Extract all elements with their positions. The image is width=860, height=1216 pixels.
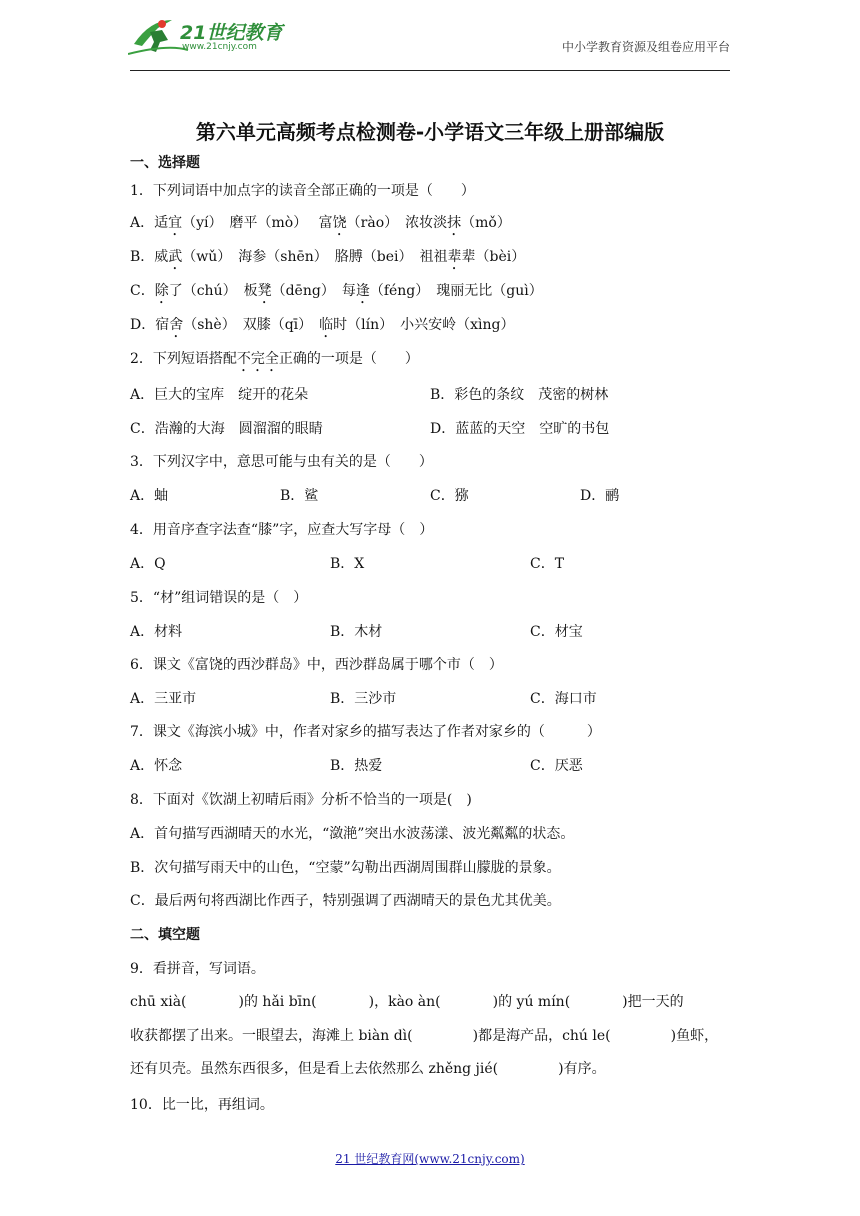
question-1-option-d: D．宿舍（shè） 双膝（qī） 临时（lín） 小兴安岭（xìng）: [130, 317, 515, 333]
question-6-option-c: C．海口市: [530, 691, 597, 707]
page-title: 第六单元高频考点检测卷-小学语文三年级上册部编版: [195, 120, 665, 144]
question-2-option-a: A．巨大的宝库 绽开的花朵: [130, 387, 309, 403]
site-logo: [128, 14, 298, 58]
question-9-line-2: 收获都摆了出来。一眼望去，海滩上 biàn dì( )都是海产品，chú le( )鱼虾，: [130, 1028, 719, 1044]
footer-link[interactable]: 21 世纪教育网(www.21cnjy.com): [335, 1152, 525, 1166]
question-8-stem: 8．下面对《饮湖上初晴后雨》分析不恰当的一项是( ): [130, 792, 472, 808]
question-5-option-b: B．木材: [330, 624, 383, 640]
question-7-stem: 7．课文《海滨小城》中，作者对家乡的描写表达了作者对家乡的（ ）: [130, 724, 601, 740]
question-1-option-a: A．适宜（yí） 磨平（mò） 富饶（rào） 浓妆淡抹（mǒ）: [130, 215, 511, 231]
question-1-stem: 1．下列词语中加点字的读音全部正确的一项是（ ）: [130, 183, 475, 199]
section-heading-fill: 二、填空题: [130, 927, 200, 943]
question-8-option-b: B．次句描写雨天中的山色，“空蒙”勾勒出西湖周围群山朦胧的景象。: [130, 860, 561, 876]
question-6-option-b: B．三沙市: [330, 691, 397, 707]
question-5-option-c: C．材宝: [530, 624, 583, 640]
question-2-option-c: C．浩瀚的大海 圆溜溜的眼睛: [130, 421, 323, 437]
question-8-option-a: A．首句描写西湖晴天的水光，“潋滟”突出水波荡漾、波光粼粼的状态。: [130, 826, 575, 842]
question-3-option-b: B．鲨: [280, 488, 319, 504]
question-5-stem: 5．“材”组词错误的是（ ）: [130, 590, 308, 606]
page-footer: [0, 1150, 860, 1167]
question-3-option-c: C．猕: [430, 488, 469, 504]
question-7-option-c: C．厌恶: [530, 758, 583, 774]
question-4-option-a: A．Q: [130, 556, 166, 572]
header-divider: [130, 70, 730, 71]
question-4-option-b: B．X: [330, 556, 365, 572]
question-6-option-a: A．三亚市: [130, 691, 197, 707]
question-2-option-b: B．彩色的条纹 茂密的树林: [430, 387, 609, 403]
section-heading-choice: 一、选择题: [130, 155, 200, 171]
question-9-line-1: chū xià( )的 hǎi bīn( )，kào àn( )的 yú mín( )把一天的: [130, 994, 684, 1010]
question-5-option-a: A．材料: [130, 624, 183, 640]
question-8-option-c: C．最后两句将西湖比作西子，特别强调了西湖晴天的景色尤其优美。: [130, 893, 561, 909]
question-3-option-d: D．鹂: [580, 488, 620, 504]
question-7-option-b: B．热爱: [330, 758, 383, 774]
question-7-option-a: A．怀念: [130, 758, 183, 774]
question-3-stem: 3．下列汉字中，意思可能与虫有关的是（ ）: [130, 454, 433, 470]
header-platform-text: 中小学教育资源及组卷应用平台: [561, 40, 730, 54]
logo-text: 21世纪教育: [180, 22, 283, 44]
question-4-stem: 4．用音序查字法查“膝”字，应查大写字母（ ）: [130, 522, 434, 538]
question-2-option-d: D．蓝蓝的天空 空旷的书包: [430, 421, 610, 437]
question-4-option-c: C．T: [530, 556, 565, 572]
question-3-option-a: A．蚰: [130, 488, 169, 504]
question-6-stem: 6．课文《富饶的西沙群岛》中，西沙群岛属于哪个市（ ）: [130, 657, 503, 673]
question-1-option-b: B．威武（wǔ） 海参（shēn） 胳膊（bei） 祖祖辈辈（bèi）: [130, 249, 526, 265]
logo-url: www.21cnjy.com: [182, 42, 257, 52]
question-9-stem: 9．看拼音，写词语。: [130, 961, 265, 977]
question-1-option-c: C．除了（chú） 板凳（dēng） 每逢（féng） 瑰丽无比（guì）: [130, 283, 543, 299]
question-2-stem: 2．下列短语搭配不完全正确的一项是（ ）: [130, 351, 419, 367]
question-10-stem: 10．比一比，再组词。: [130, 1097, 274, 1113]
question-9-line-3: 还有贝壳。虽然东西很多，但是看上去依然那么 zhěng jié( )有序。: [130, 1061, 606, 1077]
